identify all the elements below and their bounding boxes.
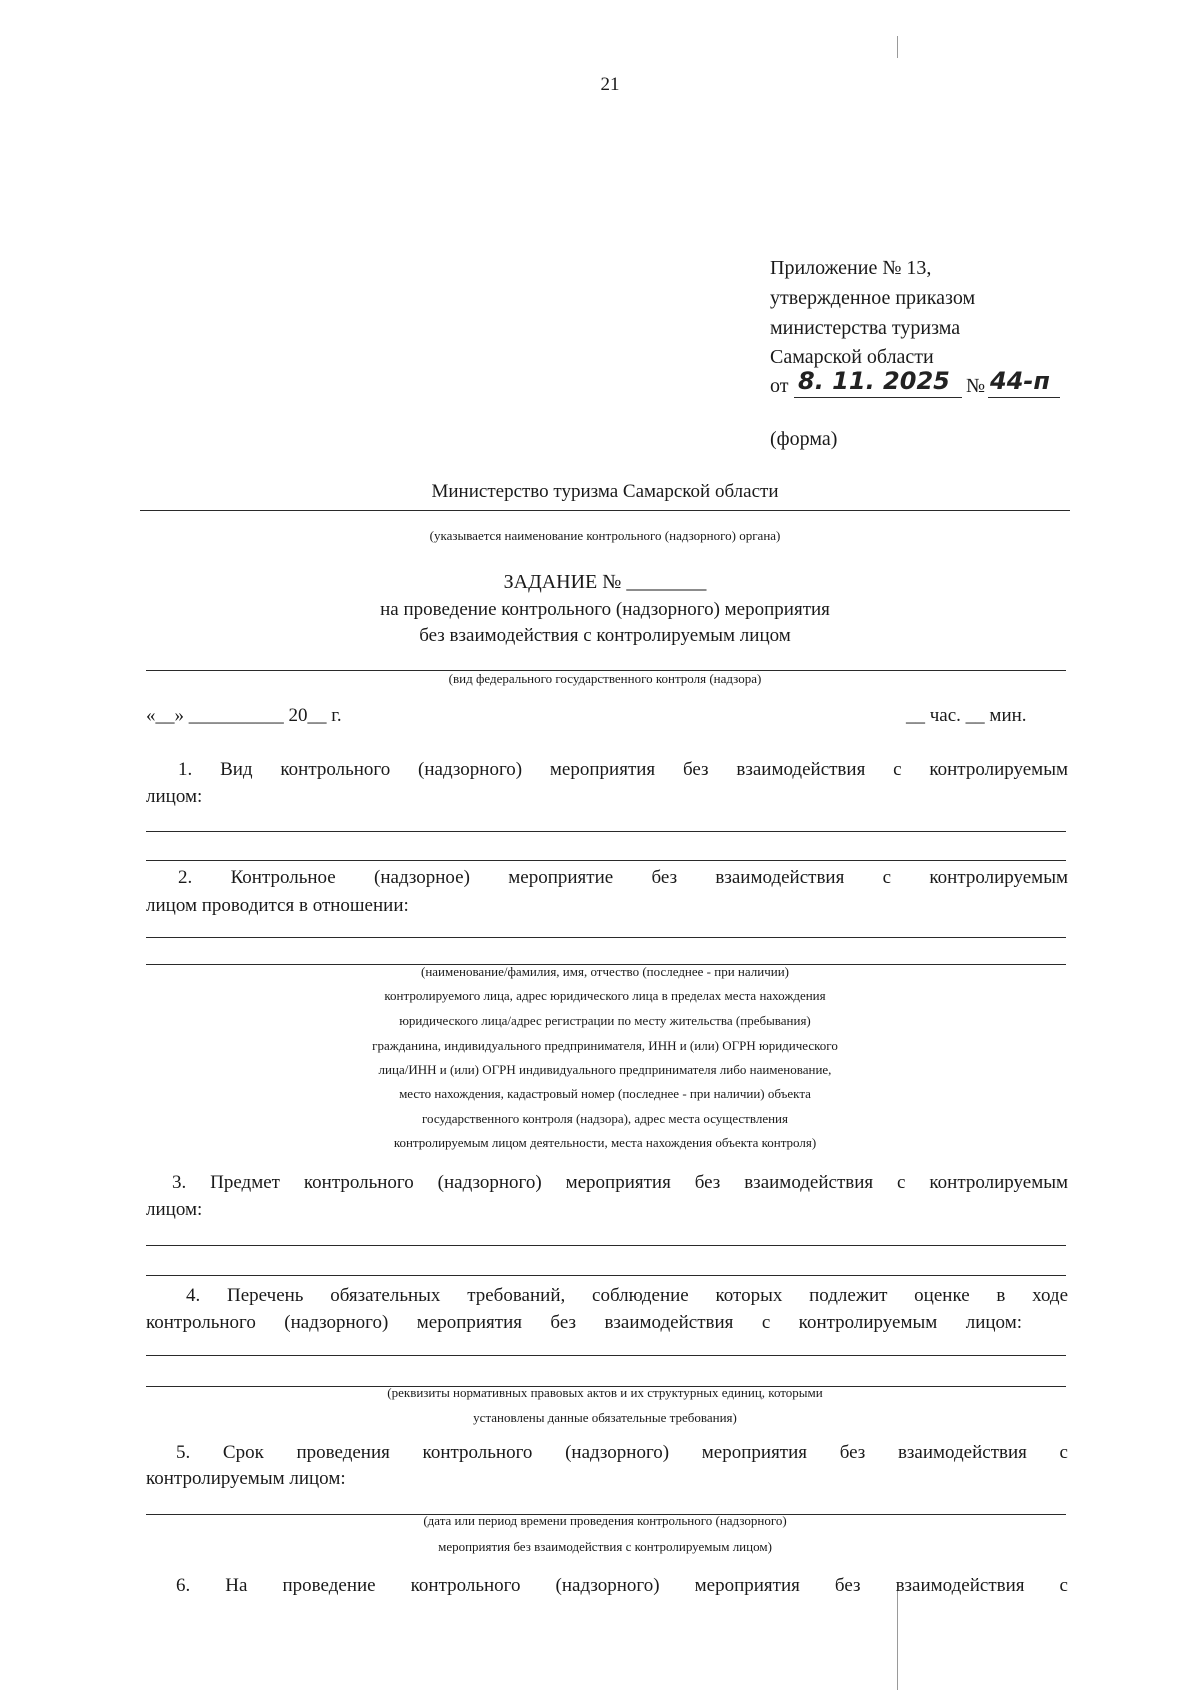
appendix-number-handwritten: 44-п xyxy=(990,367,1050,395)
section-4-text: 4. Перечень обязательных требований, соблюдение которых подлежит оценке в ходе xyxy=(186,1285,1068,1306)
page-number: 21 xyxy=(600,74,620,95)
appendix-date-handwritten: 8. 11. 2025 xyxy=(798,367,950,395)
section-3-text: 3. Предмет контрольного (надзорного) мероприятия без взаимодействия с контролируемым xyxy=(172,1172,1068,1193)
section-5-caption-2: мероприятия без взаимодействия с контролируемым лицом) xyxy=(438,1539,772,1554)
section-5-caption-1: (дата или период времени проведения контрольного (надзорного) xyxy=(423,1513,787,1528)
form-label: (форма) xyxy=(770,428,838,450)
appendix-line-1: Приложение № 13, xyxy=(770,257,932,279)
section-2-text-cont: лицом проводится в отношении: xyxy=(146,895,409,916)
authority-name: Министерство туризма Самарской области xyxy=(431,481,779,502)
section-2-fill-line xyxy=(146,937,1066,938)
task-title: ЗАДАНИЕ № ________ xyxy=(503,571,707,593)
section-3-text-cont: лицом: xyxy=(146,1199,203,1220)
section-5-text: 5. Срок проведения контрольного (надзорного) мероприятия без взаимодействия с xyxy=(176,1442,1068,1463)
section-5-text-cont: контролируемым лицом: xyxy=(146,1468,346,1489)
appendix-line-4: Самарской области xyxy=(770,346,934,368)
section-4-caption-2: установлены данные обязательные требования) xyxy=(473,1410,737,1425)
authority-underline xyxy=(140,510,1070,511)
section-2-caption-7: государственного контроля (надзора), адрес места осуществления xyxy=(422,1111,788,1126)
section-6-text: 6. На проведение контрольного (надзорного) мероприятия без взаимодействия с xyxy=(176,1575,1068,1596)
section-3-fill-line xyxy=(146,1275,1066,1276)
appendix-number-label: № xyxy=(966,375,986,397)
date-underline xyxy=(794,397,962,398)
authority-caption: (указывается наименование контрольного (надзорного) органа) xyxy=(429,528,781,543)
section-1-text: 1. Вид контрольного (надзорного) мероприятия без взаимодействия с контролируемым xyxy=(178,759,1068,780)
control-type-caption: (вид федерального государственного контроля (надзора) xyxy=(448,671,762,686)
section-2-caption-6: место нахождения, кадастровый номер (последнее - при наличии) объекта xyxy=(399,1086,811,1101)
section-2-caption-1: (наименование/фамилия, имя, отчество (последнее - при наличии) xyxy=(421,964,789,979)
section-2-caption-3: юридического лица/адрес регистрации по месту жительства (пребывания) xyxy=(399,1013,811,1028)
date-fields: «__» __________ 20__ г. xyxy=(146,705,342,726)
appendix-line-3: министерства туризма xyxy=(770,317,961,339)
number-underline xyxy=(988,397,1060,398)
section-1-fill-line xyxy=(146,831,1066,832)
task-subtitle-1: на проведение контрольного (надзорного) мероприятия xyxy=(380,599,830,620)
section-4-caption-1: (реквизиты нормативных правовых актов и их структурных единиц, которыми xyxy=(387,1385,823,1400)
appendix-line-2: утвержденное приказом xyxy=(770,287,976,309)
appendix-from-prefix: от xyxy=(770,375,789,397)
section-3-fill-line xyxy=(146,1245,1066,1246)
scan-mark xyxy=(897,1590,898,1690)
scan-mark xyxy=(897,36,898,58)
section-2-caption-2: контролируемого лица, адрес юридического лица в пределах места нахождения xyxy=(384,988,826,1003)
section-2-text: 2. Контрольное (надзорное) мероприятие без взаимодействия с контролируемым xyxy=(178,867,1068,888)
section-4-fill-line xyxy=(146,1355,1066,1356)
time-fields: __ час. __ мин. xyxy=(906,705,1027,726)
section-2-caption-8: контролируемым лицом деятельности, места нахождения объекта контроля) xyxy=(393,1135,817,1150)
section-1-fill-line xyxy=(146,860,1066,861)
section-2-caption-4: гражданина, индивидуального предпринимателя, ИНН и (или) ОГРН юридического xyxy=(372,1038,838,1053)
task-subtitle-2: без взаимодействия с контролируемым лицом xyxy=(419,625,791,646)
section-1-text-cont: лицом: xyxy=(146,786,203,807)
section-4-text-cont: контрольного (надзорного) мероприятия без взаимодействия с контролируемым лицом: xyxy=(146,1312,1022,1333)
section-2-caption-5: лица/ИНН и (или) ОГРН индивидуального предпринимателя либо наименование, xyxy=(378,1062,832,1077)
